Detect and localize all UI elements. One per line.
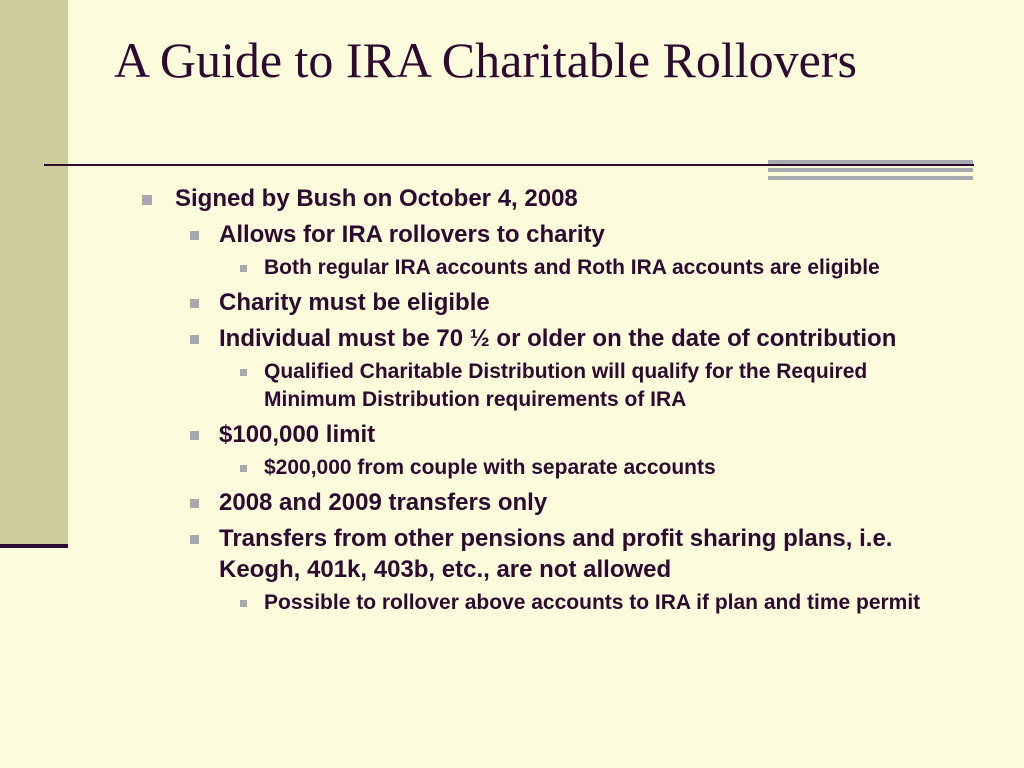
sub-sub-bullet-item [140, 358, 960, 414]
bullet-text: Charity must be eligible [219, 289, 490, 316]
bullet-text: Possible to rollover above accounts to IRA if plan and time permit [264, 591, 921, 614]
square-bullet-icon [190, 231, 199, 240]
sub-bullet-item [140, 287, 960, 318]
title-divider [44, 164, 974, 166]
left-decorative-band [0, 0, 68, 545]
bullet-list [140, 182, 960, 617]
sub-bullet-item [140, 487, 960, 518]
accent-bar [768, 176, 973, 180]
accent-bar [768, 168, 973, 172]
square-bullet-icon [190, 299, 199, 308]
square-bullet-icon [240, 465, 247, 472]
left-band-rule [0, 544, 68, 548]
sub-bullet-item [140, 419, 960, 450]
square-bullet-icon [240, 600, 247, 607]
square-bullet-icon [190, 335, 199, 344]
bullet-text: Signed by Bush on October 4, 2008 [175, 185, 578, 212]
square-bullet-icon [240, 369, 247, 376]
slide-title: A Guide to IRA Charitable Rollovers [114, 32, 857, 88]
sub-sub-bullet-item [140, 454, 960, 482]
sub-bullet-item [140, 323, 960, 354]
bullet-text: Qualified Charitable Distribution will qualify for the Required Minimum Distribution requirements of IRA [264, 360, 868, 411]
bullet-text: $200,000 from couple with separate accounts [264, 456, 716, 479]
bullet-text: Individual must be 70 ½ or older on the date of contribution [219, 325, 897, 352]
sub-sub-bullet-item [140, 589, 960, 617]
sub-bullet-item [140, 219, 960, 250]
square-bullet-icon [190, 431, 199, 440]
bullet-item [140, 184, 960, 214]
bullet-text: Both regular IRA accounts and Roth IRA accounts are eligible [264, 256, 880, 279]
bullet-text: Allows for IRA rollovers to charity [219, 221, 605, 248]
bullet-text: 2008 and 2009 transfers only [219, 489, 548, 516]
sub-bullet-item [140, 523, 960, 585]
bullet-text: Transfers from other pensions and profit sharing plans, i.e. Keogh, 401k, 403b, etc., are not allowed [219, 525, 893, 583]
square-bullet-icon [190, 499, 199, 508]
bullet-text: $100,000 limit [219, 421, 376, 448]
square-bullet-icon [142, 195, 152, 205]
square-bullet-icon [190, 535, 199, 544]
accent-bar [768, 160, 973, 164]
square-bullet-icon [240, 265, 247, 272]
sub-sub-bullet-item [140, 254, 960, 282]
